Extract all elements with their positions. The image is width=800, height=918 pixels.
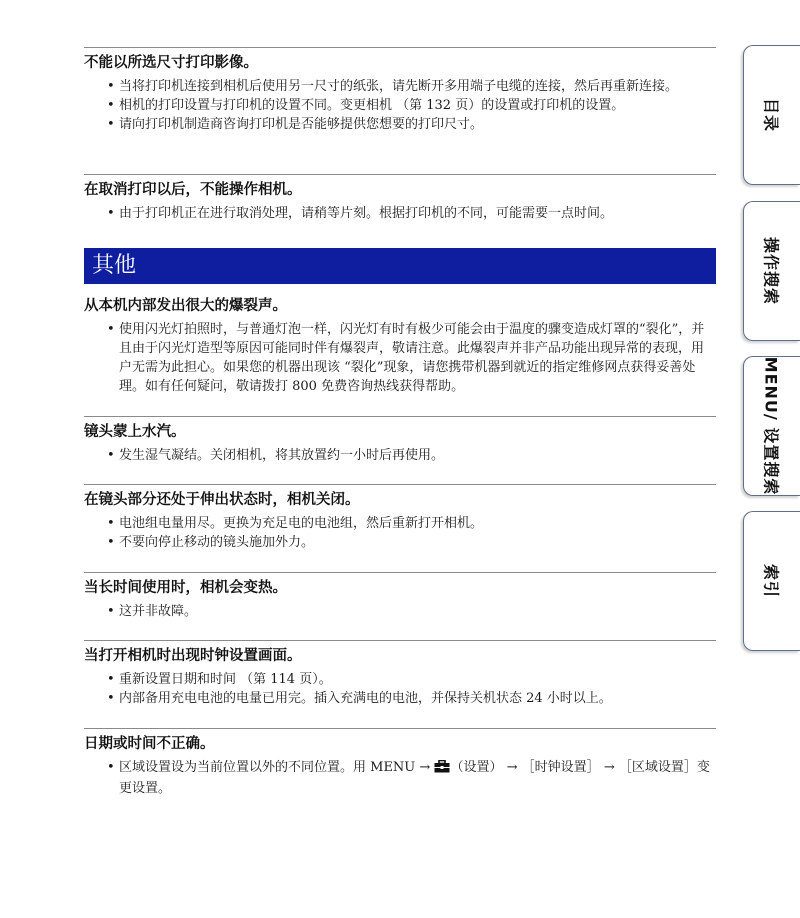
list-item: • 相机的打印设置与打印机的设置不同。变更相机 （第 132 页）的设置或打印机的设置。 <box>107 98 625 113</box>
divider <box>84 416 716 417</box>
tab-menu-settings-search[interactable]: MENU/ 设置搜索 <box>743 356 800 496</box>
section-print-size <box>84 47 716 134</box>
section-heading: 不能以所选尺寸打印影像。 <box>84 55 258 71</box>
section-lens-extended <box>84 484 716 552</box>
section-banner: 其他 <box>84 248 716 284</box>
section-heading: 在镜头部分还处于伸出状态时，相机关闭。 <box>84 492 360 508</box>
tab-contents[interactable]: 目录 <box>743 45 800 185</box>
tab-index[interactable]: 索引 <box>743 511 800 651</box>
list-item: • 这并非故障。 <box>107 604 198 619</box>
arrow-right-icon: → <box>419 760 431 775</box>
section-popping-sound <box>84 292 716 396</box>
arrow-right-icon: → <box>506 760 518 775</box>
divider <box>84 572 716 573</box>
list-item: • 电池组电量用尽。更换为充足电的电池组，然后重新打开相机。 <box>107 516 484 531</box>
section-camera-hot <box>84 572 716 621</box>
divider <box>84 728 716 729</box>
divider <box>84 640 716 641</box>
list-item: • 内部备用充电电池的电量已用完。插入充满电的电池，并保持关机状态 24 小时以上。 <box>107 691 612 706</box>
divider <box>84 47 716 48</box>
section-heading: 镜头蒙上水汽。 <box>84 424 186 440</box>
divider <box>84 484 716 485</box>
list-item: • 使用闪光灯拍照时，与普通灯泡一样，闪光灯有时有极少可能会由于温度的骤变造成灯罩的“裂化”，并且由于闪光灯造型等原因可能同时伴有爆裂声，敬请注意。此爆裂声并非产品功能出现异常的表现，用户无需为此担心。如果您的机器出现该 “裂化”现象，请您携带机器到就近的指定维修网点获得妥善处理。如有任何疑问，敬请拨打 800 免费咨询热线获得帮助。 <box>107 322 705 394</box>
section-cancel-print <box>84 174 716 223</box>
list-item: • 重新设置日期和时间 （第 114 页）。 <box>107 672 332 687</box>
list-item: • 由于打印机正在进行取消处理，请稍等片刻。根据打印机的不同，可能需要一点时间。 <box>107 206 614 221</box>
arrow-right-icon: → <box>603 760 615 775</box>
section-heading: 从本机内部发出很大的爆裂声。 <box>84 298 287 314</box>
section-lens-fog <box>84 416 716 465</box>
divider <box>84 174 716 175</box>
list-item: • 请向打印机制造商咨询打印机是否能够提供您想要的打印尺寸。 <box>107 117 484 132</box>
section-heading: 当打开相机时出现时钟设置画面。 <box>84 648 302 664</box>
section-heading: 日期或时间不正确。 <box>84 736 215 752</box>
section-date-time <box>84 728 716 798</box>
toolbox-icon <box>434 760 450 779</box>
section-heading: 在取消打印以后，不能操作相机。 <box>84 182 302 198</box>
list-item: • 不要向停止移动的镜头施加外力。 <box>107 535 315 550</box>
list-item: • 发生湿气凝结。关闭相机，将其放置约一小时后再使用。 <box>107 448 445 463</box>
list-item: • 区域设置设为当前位置以外的不同位置。用 MENU → （设置） → ［时钟设置］ → ［区域设置］变更设置。 <box>107 760 710 796</box>
tab-operation-search[interactable]: 操作搜索 <box>743 201 800 341</box>
list-item: • 当将打印机连接到相机后使用另一尺寸的纸张，请先断开多用端子电缆的连接，然后再重新连接。 <box>107 79 679 94</box>
section-heading: 当长时间使用时，相机会变热。 <box>84 580 287 596</box>
section-clock-screen <box>84 640 716 708</box>
